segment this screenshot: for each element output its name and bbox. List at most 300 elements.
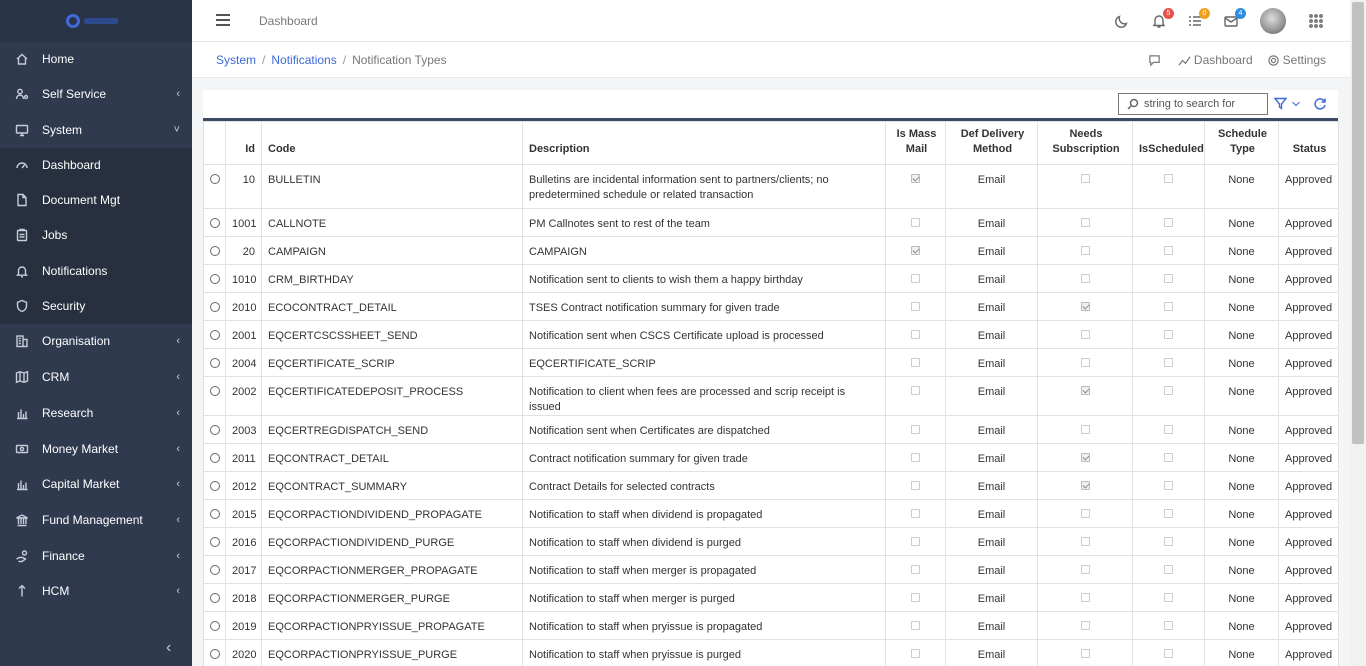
breadcrumb-bar xyxy=(192,42,1350,78)
is-scheduled-checkbox xyxy=(1164,302,1173,311)
schedule-type-cell: None xyxy=(1205,209,1279,237)
is-scheduled-cell xyxy=(1133,237,1205,265)
status-cell: Approved xyxy=(1279,293,1339,321)
row-select-radio[interactable] xyxy=(210,537,220,547)
table-row[interactable] xyxy=(204,349,1339,377)
home-icon xyxy=(15,52,29,66)
schedule-type-cell: None xyxy=(1205,444,1279,472)
filter-button[interactable] xyxy=(1274,97,1301,110)
is-mass-mail-cell xyxy=(886,472,946,500)
notification-types-table xyxy=(203,121,1339,666)
schedule-type-cell: None xyxy=(1205,321,1279,349)
is-mass-mail-cell xyxy=(886,321,946,349)
delivery-method-cell: Email xyxy=(946,612,1038,640)
sidebar-item-jobs[interactable] xyxy=(0,218,192,252)
column-header-is-mass-mail[interactable]: Is Mass Mail xyxy=(886,122,946,165)
delivery-method-cell: Email xyxy=(946,237,1038,265)
description-cell: TSES Contract notification summary for given trade xyxy=(523,293,886,321)
chevron-icon: ‹ xyxy=(176,443,180,455)
apps-grid-icon[interactable] xyxy=(1308,13,1324,29)
schedule-type-cell: None xyxy=(1205,165,1279,209)
row-select-radio[interactable] xyxy=(210,274,220,284)
description-cell: Notification sent when CSCS Certificate upload is processed xyxy=(523,321,886,349)
row-select-cell xyxy=(204,640,226,666)
is-mass-mail-cell xyxy=(886,377,946,416)
settings-link-label: Settings xyxy=(1282,53,1326,67)
row-select-radio[interactable] xyxy=(210,386,220,396)
row-select-cell xyxy=(204,321,226,349)
description-cell: Notification to staff when pryissue is propagated xyxy=(523,612,886,640)
code-cell: ECOCONTRACT_DETAIL xyxy=(262,293,523,321)
id-cell: 2002 xyxy=(226,377,262,416)
row-select-cell xyxy=(204,528,226,556)
document-icon xyxy=(15,193,29,207)
user-avatar[interactable] xyxy=(1260,8,1286,34)
sidebar-item-hcm[interactable] xyxy=(0,574,192,608)
bell-icon xyxy=(15,264,29,278)
top-bar-title: Dashboard xyxy=(259,14,318,28)
table-row[interactable] xyxy=(204,556,1339,584)
page-scrollbar[interactable] xyxy=(1350,0,1366,666)
is-scheduled-cell xyxy=(1133,321,1205,349)
sidebar-item-label: Dashboard xyxy=(42,158,101,172)
tasks-list-icon[interactable] xyxy=(1187,10,1207,29)
gauge-icon xyxy=(15,158,29,172)
needs-subscription-cell xyxy=(1038,584,1133,612)
row-select-radio[interactable] xyxy=(210,565,220,575)
id-cell: 2020 xyxy=(226,640,262,666)
is-scheduled-checkbox xyxy=(1164,218,1173,227)
is-mass-mail-checkbox xyxy=(911,174,920,183)
needs-subscription-checkbox xyxy=(1081,358,1090,367)
is-scheduled-checkbox xyxy=(1164,649,1173,658)
shield-icon xyxy=(15,299,29,313)
column-header-id[interactable]: Id xyxy=(226,122,262,165)
needs-subscription-checkbox xyxy=(1081,453,1090,462)
is-mass-mail-checkbox xyxy=(911,425,920,434)
is-scheduled-checkbox xyxy=(1164,621,1173,630)
needs-subscription-cell xyxy=(1038,612,1133,640)
id-cell: 2011 xyxy=(226,444,262,472)
description-cell: Contract Details for selected contracts xyxy=(523,472,886,500)
delivery-method-cell: Email xyxy=(946,528,1038,556)
is-scheduled-checkbox xyxy=(1164,330,1173,339)
is-mass-mail-cell xyxy=(886,416,946,444)
sidebar-item-label: Money Market xyxy=(42,442,119,456)
table-row[interactable] xyxy=(204,265,1339,293)
row-select-radio[interactable] xyxy=(210,481,220,491)
id-cell: 2017 xyxy=(226,556,262,584)
description-cell: Notification to client when fees are processed and scrip receipt is issued xyxy=(523,377,886,416)
column-header-def-delivery-method[interactable]: Def Delivery Method xyxy=(946,122,1038,165)
status-cell: Approved xyxy=(1279,349,1339,377)
column-header-is-scheduled[interactable]: IsScheduled xyxy=(1133,122,1205,165)
delivery-method-cell: Email xyxy=(946,444,1038,472)
table-row[interactable] xyxy=(204,500,1339,528)
is-scheduled-cell xyxy=(1133,500,1205,528)
column-header-code[interactable]: Code xyxy=(262,122,523,165)
tasks-count-badge: 0 xyxy=(1199,8,1210,19)
delivery-method-cell: Email xyxy=(946,293,1038,321)
table-row[interactable] xyxy=(204,416,1339,444)
is-mass-mail-cell xyxy=(886,528,946,556)
is-scheduled-checkbox xyxy=(1164,537,1173,546)
schedule-type-cell: None xyxy=(1205,556,1279,584)
column-header-schedule-type[interactable]: Schedule Type xyxy=(1205,122,1279,165)
card-toolbar xyxy=(203,90,1338,121)
map-icon xyxy=(15,370,29,384)
sidebar-item-fund-management[interactable] xyxy=(0,503,192,537)
needs-subscription-checkbox xyxy=(1081,330,1090,339)
description-cell: EQCERTIFICATE_SCRIP xyxy=(523,349,886,377)
is-scheduled-checkbox xyxy=(1164,274,1173,283)
sidebar-item-self-service[interactable] xyxy=(0,77,192,111)
needs-subscription-cell xyxy=(1038,265,1133,293)
sidebar-item-dashboard[interactable] xyxy=(0,148,192,182)
needs-subscription-cell xyxy=(1038,293,1133,321)
clipboard-icon xyxy=(15,228,29,242)
is-scheduled-cell xyxy=(1133,612,1205,640)
row-select-radio[interactable] xyxy=(210,649,220,659)
description-cell: Notification to staff when merger is propagated xyxy=(523,556,886,584)
needs-subscription-checkbox xyxy=(1081,565,1090,574)
sidebar-item-money-market[interactable] xyxy=(0,432,192,466)
row-select-radio[interactable] xyxy=(210,509,220,519)
needs-subscription-cell xyxy=(1038,349,1133,377)
status-cell: Approved xyxy=(1279,528,1339,556)
sidebar-item-label: Home xyxy=(42,52,75,66)
needs-subscription-cell xyxy=(1038,444,1133,472)
sidebar-item-home[interactable] xyxy=(0,42,192,76)
is-scheduled-cell xyxy=(1133,349,1205,377)
is-mass-mail-checkbox xyxy=(911,218,920,227)
messages-count-badge: 4 xyxy=(1235,8,1246,19)
table-row[interactable] xyxy=(204,472,1339,500)
needs-subscription-checkbox xyxy=(1081,274,1090,283)
delivery-method-cell: Email xyxy=(946,556,1038,584)
delivery-method-cell: Email xyxy=(946,416,1038,444)
chevron-icon: ‹ xyxy=(176,88,180,100)
sidebar-item-notifications[interactable] xyxy=(0,254,192,288)
building-icon xyxy=(15,334,29,348)
description-cell: CAMPAIGN xyxy=(523,237,886,265)
table-row[interactable] xyxy=(204,321,1339,349)
schedule-type-cell: None xyxy=(1205,237,1279,265)
code-cell: EQCONTRACT_SUMMARY xyxy=(262,472,523,500)
code-cell: EQCORPACTIONPRYISSUE_PURGE xyxy=(262,640,523,666)
is-mass-mail-checkbox xyxy=(911,302,920,311)
sidebar-item-system[interactable] xyxy=(0,113,192,147)
breadcrumb-separator: / xyxy=(342,53,347,67)
sidebar-item-research[interactable] xyxy=(0,396,192,430)
code-cell: EQCORPACTIONMERGER_PURGE xyxy=(262,584,523,612)
schedule-type-cell: None xyxy=(1205,265,1279,293)
table-row[interactable] xyxy=(204,640,1339,666)
dark-mode-moon-icon[interactable] xyxy=(1114,13,1130,29)
is-scheduled-checkbox xyxy=(1164,386,1173,395)
chevron-icon: ‹ xyxy=(176,585,180,597)
table-header-row xyxy=(204,122,1339,165)
is-mass-mail-cell xyxy=(886,293,946,321)
delivery-method-cell: Email xyxy=(946,472,1038,500)
table-row[interactable] xyxy=(204,584,1339,612)
settings-link[interactable] xyxy=(1267,53,1326,67)
status-cell: Approved xyxy=(1279,265,1339,293)
id-cell: 1001 xyxy=(226,209,262,237)
code-cell: EQCERTREGDISPATCH_SEND xyxy=(262,416,523,444)
row-select-radio[interactable] xyxy=(210,218,220,228)
table-row[interactable] xyxy=(204,377,1339,416)
column-header-needs-subscription[interactable]: Needs Subscription xyxy=(1038,122,1133,165)
sidebar-item-label: Fund Management xyxy=(42,513,143,527)
bar-chart-icon xyxy=(15,477,29,491)
id-cell: 2004 xyxy=(226,349,262,377)
sidebar-item-crm[interactable] xyxy=(0,360,192,394)
is-mass-mail-cell xyxy=(886,612,946,640)
is-scheduled-cell xyxy=(1133,556,1205,584)
search-input[interactable] xyxy=(1144,98,1259,110)
filter-icon xyxy=(1274,97,1287,110)
row-select-radio[interactable] xyxy=(210,330,220,340)
row-select-cell xyxy=(204,500,226,528)
status-cell: Approved xyxy=(1279,612,1339,640)
row-select-cell xyxy=(204,209,226,237)
sidebar-item-document-mgt[interactable] xyxy=(0,183,192,217)
code-cell: EQCORPACTIONDIVIDEND_PURGE xyxy=(262,528,523,556)
user-cog-icon xyxy=(15,87,29,101)
needs-subscription-checkbox xyxy=(1081,246,1090,255)
schedule-type-cell: None xyxy=(1205,500,1279,528)
row-select-cell xyxy=(204,444,226,472)
trend-line-icon xyxy=(1178,54,1191,67)
is-mass-mail-checkbox xyxy=(911,453,920,462)
schedule-type-cell: None xyxy=(1205,416,1279,444)
sidebar-item-finance[interactable] xyxy=(0,539,192,573)
delivery-method-cell: Email xyxy=(946,165,1038,209)
delivery-method-cell: Email xyxy=(946,640,1038,666)
id-cell: 20 xyxy=(226,237,262,265)
is-scheduled-cell xyxy=(1133,416,1205,444)
page-actions xyxy=(1134,53,1326,67)
schedule-type-cell: None xyxy=(1205,528,1279,556)
schedule-type-cell: None xyxy=(1205,612,1279,640)
is-scheduled-checkbox xyxy=(1164,246,1173,255)
logo-mark-icon xyxy=(66,12,126,30)
sidebar-item-label: HCM xyxy=(42,584,70,598)
status-cell: Approved xyxy=(1279,209,1339,237)
id-cell: 2012 xyxy=(226,472,262,500)
row-select-radio[interactable] xyxy=(210,453,220,463)
column-header-status[interactable]: Status xyxy=(1279,122,1339,165)
breadcrumb-system[interactable]: System xyxy=(216,53,257,67)
row-select-radio[interactable] xyxy=(210,302,220,312)
is-mass-mail-cell xyxy=(886,209,946,237)
row-select-radio[interactable] xyxy=(210,621,220,631)
needs-subscription-checkbox xyxy=(1081,218,1090,227)
table-row[interactable] xyxy=(204,165,1339,209)
schedule-type-cell: None xyxy=(1205,293,1279,321)
description-cell: Contract notification summary for given trade xyxy=(523,444,886,472)
is-scheduled-checkbox xyxy=(1164,565,1173,574)
code-cell: CALLNOTE xyxy=(262,209,523,237)
code-cell: BULLETIN xyxy=(262,165,523,209)
status-cell: Approved xyxy=(1279,444,1339,472)
description-cell: PM Callnotes sent to rest of the team xyxy=(523,209,886,237)
delivery-method-cell: Email xyxy=(946,377,1038,416)
breadcrumb-current: Notification Types xyxy=(352,53,447,67)
status-cell: Approved xyxy=(1279,237,1339,265)
table-row[interactable] xyxy=(204,237,1339,265)
sidebar-item-label: System xyxy=(42,123,83,137)
chat-icon xyxy=(1148,54,1161,67)
sidebar-item-label: Jobs xyxy=(42,228,68,242)
search-icon xyxy=(1127,98,1139,110)
sidebar-item-label: Self Service xyxy=(42,87,107,101)
is-scheduled-cell xyxy=(1133,640,1205,666)
row-select-radio[interactable] xyxy=(210,425,220,435)
is-mass-mail-cell xyxy=(886,444,946,472)
needs-subscription-cell xyxy=(1038,528,1133,556)
needs-subscription-checkbox xyxy=(1081,537,1090,546)
status-cell: Approved xyxy=(1279,472,1339,500)
sidebar-item-label: Notifications xyxy=(42,264,108,278)
is-scheduled-cell xyxy=(1133,377,1205,416)
is-scheduled-checkbox xyxy=(1164,509,1173,518)
row-select-cell xyxy=(204,377,226,416)
delivery-method-cell: Email xyxy=(946,349,1038,377)
needs-subscription-cell xyxy=(1038,321,1133,349)
sidebar-item-organisation[interactable] xyxy=(0,324,192,358)
id-cell: 2003 xyxy=(226,416,262,444)
chevron-icon: ˅ xyxy=(173,124,180,136)
is-mass-mail-cell xyxy=(886,556,946,584)
row-select-radio[interactable] xyxy=(210,246,220,256)
hamburger-menu-icon[interactable] xyxy=(216,14,230,26)
status-cell: Approved xyxy=(1279,584,1339,612)
chevron-icon: ‹ xyxy=(176,514,180,526)
schedule-type-cell: None xyxy=(1205,472,1279,500)
is-scheduled-cell xyxy=(1133,265,1205,293)
row-select-cell xyxy=(204,349,226,377)
schedule-type-cell: None xyxy=(1205,584,1279,612)
refresh-button[interactable] xyxy=(1313,97,1327,114)
is-mass-mail-checkbox xyxy=(911,593,920,602)
chat-button[interactable] xyxy=(1148,54,1164,67)
breadcrumb-separator: / xyxy=(262,53,266,67)
needs-subscription-checkbox xyxy=(1081,649,1090,658)
sidebar-collapse-button[interactable]: ‹ xyxy=(166,639,172,656)
id-cell: 2019 xyxy=(226,612,262,640)
row-select-radio[interactable] xyxy=(210,593,220,603)
code-cell: EQCORPACTIONMERGER_PROPAGATE xyxy=(262,556,523,584)
chevron-icon: ‹ xyxy=(176,407,180,419)
is-scheduled-cell xyxy=(1133,528,1205,556)
bar-chart-icon xyxy=(15,406,29,420)
row-select-cell xyxy=(204,584,226,612)
row-select-cell xyxy=(204,472,226,500)
chevron-icon: ‹ xyxy=(176,478,180,490)
sidebar-item-capital-market[interactable] xyxy=(0,467,192,501)
code-cell: EQCERTCSCSSHEET_SEND xyxy=(262,321,523,349)
needs-subscription-checkbox xyxy=(1081,302,1090,311)
is-mass-mail-cell xyxy=(886,640,946,666)
code-cell: CRM_BIRTHDAY xyxy=(262,265,523,293)
is-mass-mail-checkbox xyxy=(911,358,920,367)
table-row[interactable] xyxy=(204,209,1339,237)
code-cell: EQCORPACTIONPRYISSUE_PROPAGATE xyxy=(262,612,523,640)
needs-subscription-checkbox xyxy=(1081,593,1090,602)
delivery-method-cell: Email xyxy=(946,321,1038,349)
sidebar-item-label: Security xyxy=(42,299,86,313)
dashboard-link[interactable] xyxy=(1178,53,1253,67)
status-cell: Approved xyxy=(1279,640,1339,666)
needs-subscription-checkbox xyxy=(1081,481,1090,490)
is-scheduled-checkbox xyxy=(1164,358,1173,367)
is-mass-mail-cell xyxy=(886,237,946,265)
logo[interactable] xyxy=(0,0,192,42)
row-select-radio[interactable] xyxy=(210,358,220,368)
needs-subscription-checkbox xyxy=(1081,509,1090,518)
chevron-icon: ‹ xyxy=(176,550,180,562)
breadcrumb-notifications[interactable]: Notifications xyxy=(271,53,337,67)
column-header-description[interactable]: Description xyxy=(523,122,886,165)
is-scheduled-checkbox xyxy=(1164,593,1173,602)
status-cell: Approved xyxy=(1279,377,1339,416)
is-mass-mail-checkbox xyxy=(911,621,920,630)
description-cell: Notification to staff when merger is purged xyxy=(523,584,886,612)
is-scheduled-cell xyxy=(1133,584,1205,612)
is-mass-mail-cell xyxy=(886,584,946,612)
sidebar-item-security[interactable] xyxy=(0,289,192,323)
person-up-icon xyxy=(15,584,29,598)
sidebar-item-label: Capital Market xyxy=(42,477,120,491)
table-row[interactable] xyxy=(204,444,1339,472)
bank-icon xyxy=(15,513,29,527)
scrollbar-thumb[interactable] xyxy=(1352,2,1364,444)
chevron-icon: ‹ xyxy=(176,335,180,347)
is-mass-mail-cell xyxy=(886,265,946,293)
schedule-type-cell: None xyxy=(1205,349,1279,377)
select-column-header xyxy=(204,122,226,165)
is-mass-mail-cell xyxy=(886,500,946,528)
code-cell: CAMPAIGN xyxy=(262,237,523,265)
row-select-cell xyxy=(204,237,226,265)
breadcrumb xyxy=(216,53,447,67)
is-mass-mail-checkbox xyxy=(911,649,920,658)
row-select-radio[interactable] xyxy=(210,174,220,184)
is-scheduled-cell xyxy=(1133,472,1205,500)
messages-envelope-icon[interactable] xyxy=(1223,10,1243,29)
is-scheduled-cell xyxy=(1133,293,1205,321)
table-row[interactable] xyxy=(204,293,1339,321)
needs-subscription-cell xyxy=(1038,556,1133,584)
needs-subscription-cell xyxy=(1038,640,1133,666)
needs-subscription-cell xyxy=(1038,416,1133,444)
dashboard-link-label: Dashboard xyxy=(1193,53,1253,67)
is-mass-mail-checkbox xyxy=(911,509,920,518)
chevron-icon: ‹ xyxy=(176,371,180,383)
table-row[interactable] xyxy=(204,612,1339,640)
top-bar xyxy=(192,0,1350,42)
table-row[interactable] xyxy=(204,528,1339,556)
sidebar-item-label: Document Mgt xyxy=(42,193,121,207)
notifications-bell-icon[interactable] xyxy=(1151,10,1171,29)
id-cell: 2010 xyxy=(226,293,262,321)
status-cell: Approved xyxy=(1279,165,1339,209)
is-mass-mail-cell xyxy=(886,165,946,209)
is-mass-mail-checkbox xyxy=(911,330,920,339)
description-cell: Notification to staff when dividend is propagated xyxy=(523,500,886,528)
